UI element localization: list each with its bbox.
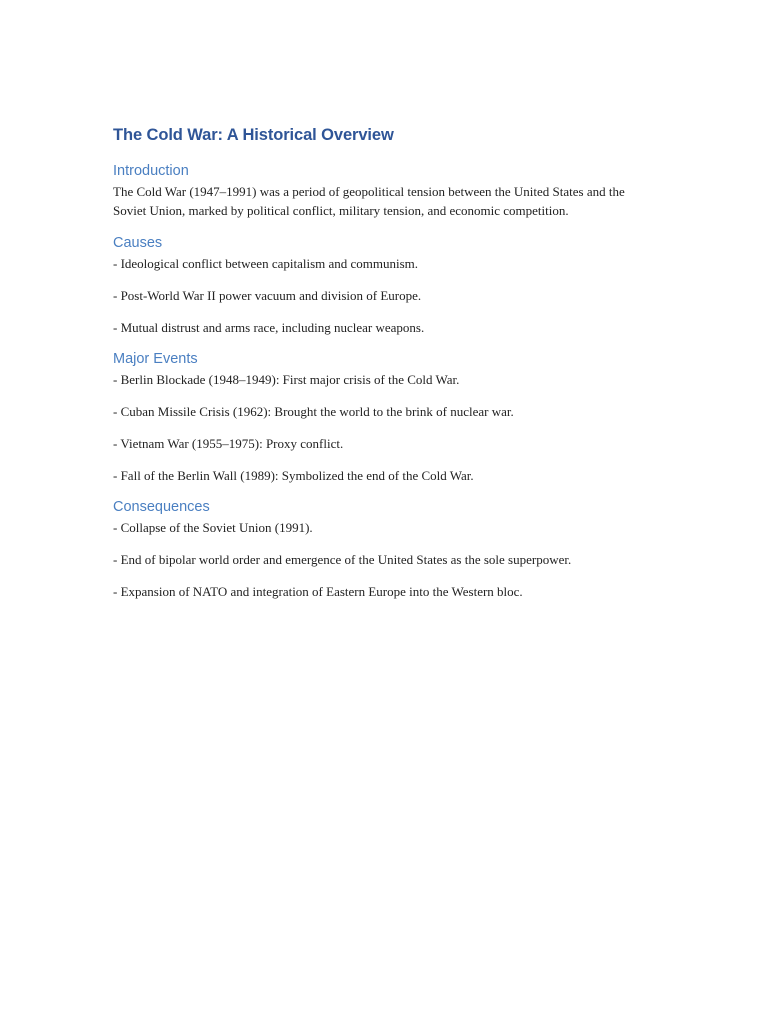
causes-item: - Post-World War II power vacuum and division of Europe. bbox=[113, 287, 422, 303]
section-heading-causes: Causes bbox=[113, 234, 163, 251]
consequences-item: - End of bipolar world order and emergence of the United States as the sole superpower. bbox=[113, 552, 572, 568]
causes-item: - Ideological conflict between capitalism and communism. bbox=[113, 255, 419, 271]
section-heading-major-events: Major Events bbox=[113, 351, 198, 367]
major-events-item: - Berlin Blockade (1948–1949): First major crisis of the Cold War. bbox=[113, 372, 460, 387]
consequences-item: - Collapse of the Soviet Union (1991). bbox=[113, 520, 313, 536]
major-events-item: - Fall of the Berlin Wall (1989): Symbolized the end of the Cold War. bbox=[113, 468, 474, 483]
major-events-item: - Vietnam War (1955–1975): Proxy conflict. bbox=[113, 436, 344, 451]
section-causes bbox=[113, 232, 656, 337]
document-title: The Cold War: A Historical Overview bbox=[113, 126, 394, 144]
section-heading-consequences: Consequences bbox=[113, 499, 210, 516]
major-events-item: - Cuban Missile Crisis (1962): Brought the world to the brink of nuclear war. bbox=[113, 404, 514, 419]
section-heading-introduction: Introduction bbox=[113, 163, 189, 179]
section-consequences bbox=[113, 496, 656, 601]
section-introduction bbox=[113, 160, 656, 221]
introduction-paragraph: The Cold War (1947–1991) was a period of geopolitical tension between the United States and the Soviet Union, marked by political conflict, military tension, and economic competition. bbox=[113, 184, 625, 219]
consequences-item: - Expansion of NATO and integration of Eastern Europe into the Western bloc. bbox=[113, 584, 523, 600]
causes-item: - Mutual distrust and arms race, including nuclear weapons. bbox=[113, 319, 425, 335]
section-major-events bbox=[113, 348, 656, 485]
